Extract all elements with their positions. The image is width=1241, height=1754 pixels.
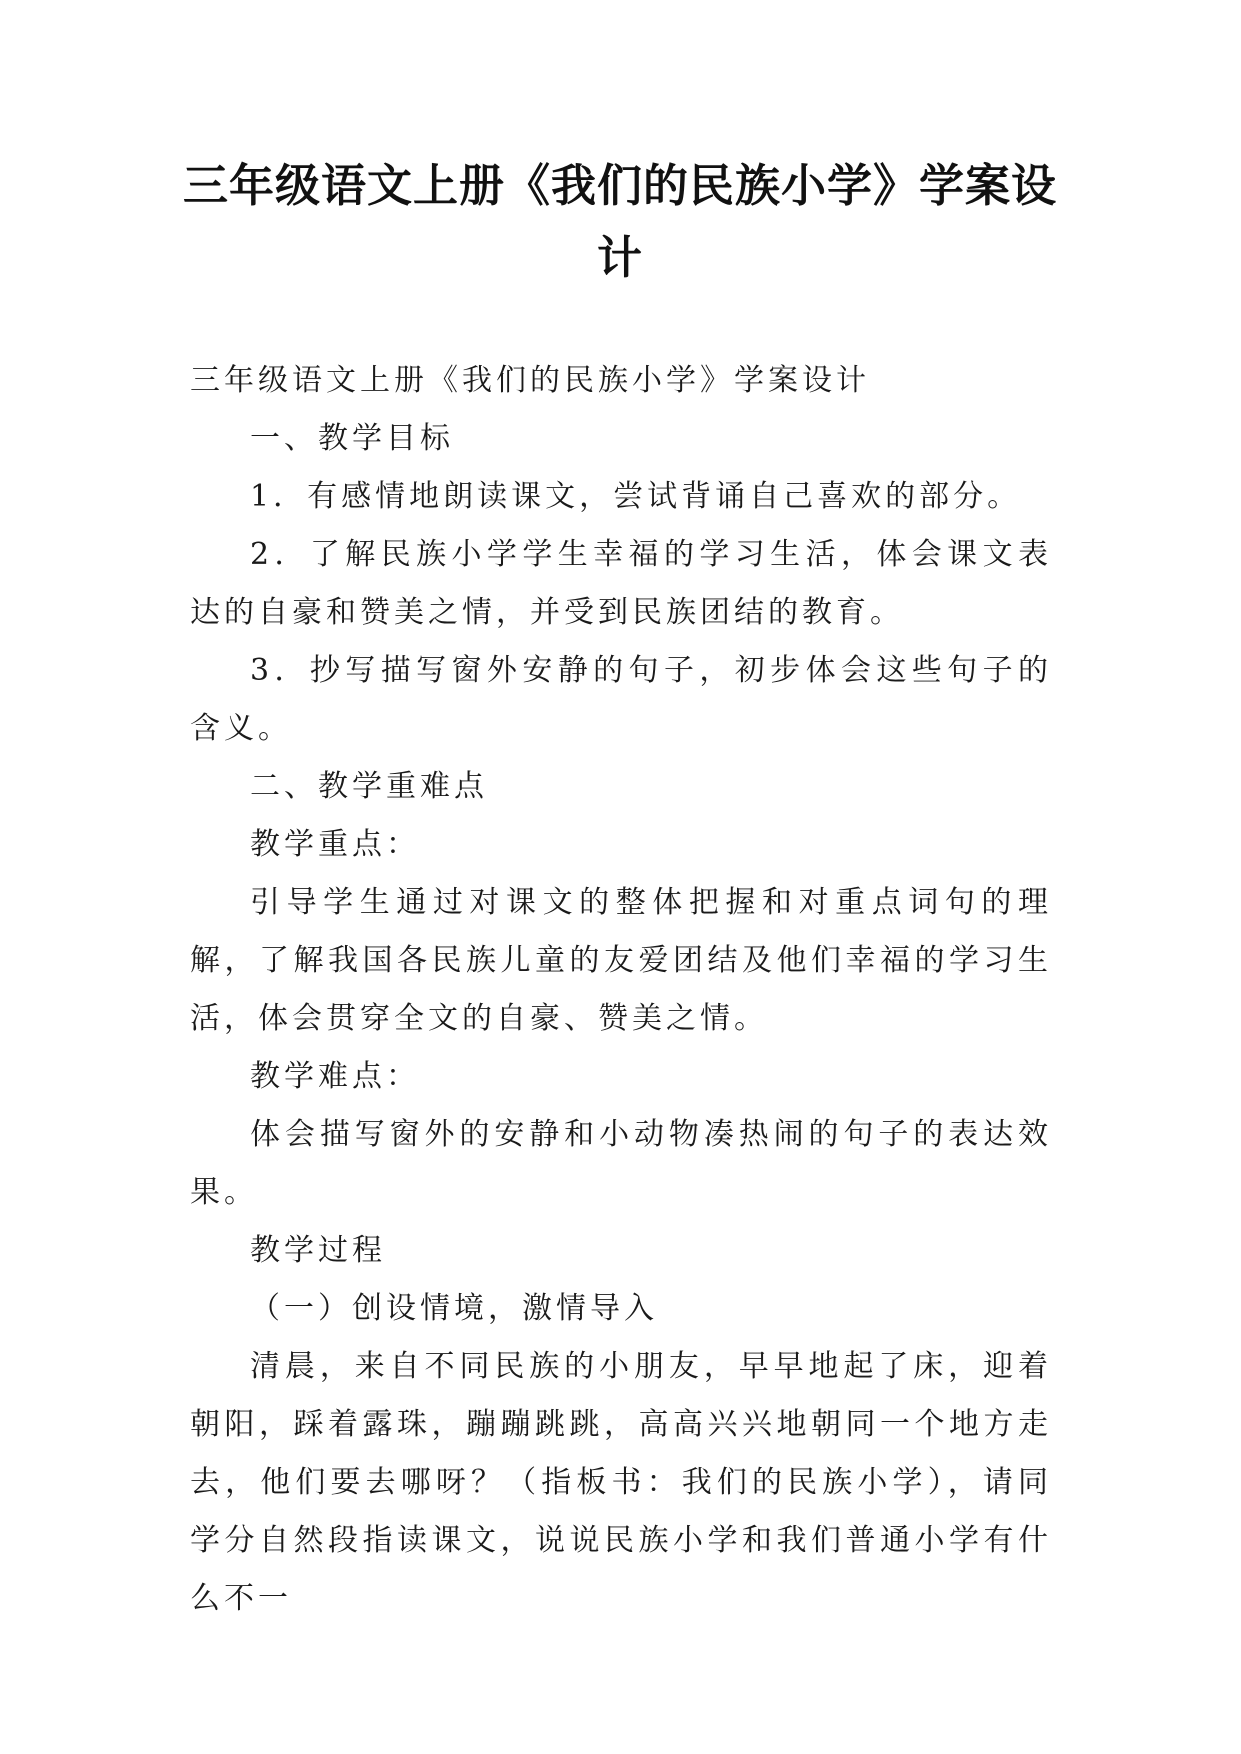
section-heading-key-points: 二、教学重难点 (250, 769, 488, 804)
body-paragraph: 引导学生通过对课文的整体把握和对重点词句的理解，了解我国各民族儿童的友爱团结及他们幸福的学习生活，体会贯穿全文的自豪、赞美之情。 (190, 885, 1052, 1036)
body-paragraph: 清晨，来自不同民族的小朋友，早早地起了床，迎着朝阳，踩着露珠，蹦蹦跳跳，高高兴兴地朝同一个地方走去，他们要去哪呀？（指板书：我们的民族小学），请同学分自然段指读课文，说说民族小学和我们普通小学有什么不一 (190, 1349, 1052, 1616)
objective-item-1: 1．有感情地朗读课文，尝试背诵自己喜欢的部分。 (250, 479, 1022, 514)
document-title: 三年级语文上册《我们的民族小学》学案设计 (182, 159, 1057, 284)
subheading-step-1: （一）创设情境，激情导入 (250, 1291, 658, 1326)
body-paragraph: 三年级语文上册《我们的民族小学》学案设计 (190, 363, 870, 398)
objective-item-2: 2．了解民族小学学生幸福的学习生活，体会课文表达的自豪和赞美之情，并受到民族团结的教育。 (190, 537, 1052, 630)
subheading-focus: 教学重点： (250, 827, 420, 862)
section-heading-objectives: 一、教学目标 (250, 421, 454, 456)
subheading-difficulty: 教学难点： (250, 1059, 420, 1094)
document-body (190, 352, 1052, 1628)
section-heading-process: 教学过程 (250, 1233, 386, 1268)
body-paragraph: 体会描写窗外的安静和小动物凑热闹的句子的表达效果。 (190, 1117, 1052, 1210)
objective-item-3: 3．抄写描写窗外安静的句子，初步体会这些句子的含义。 (190, 653, 1052, 746)
